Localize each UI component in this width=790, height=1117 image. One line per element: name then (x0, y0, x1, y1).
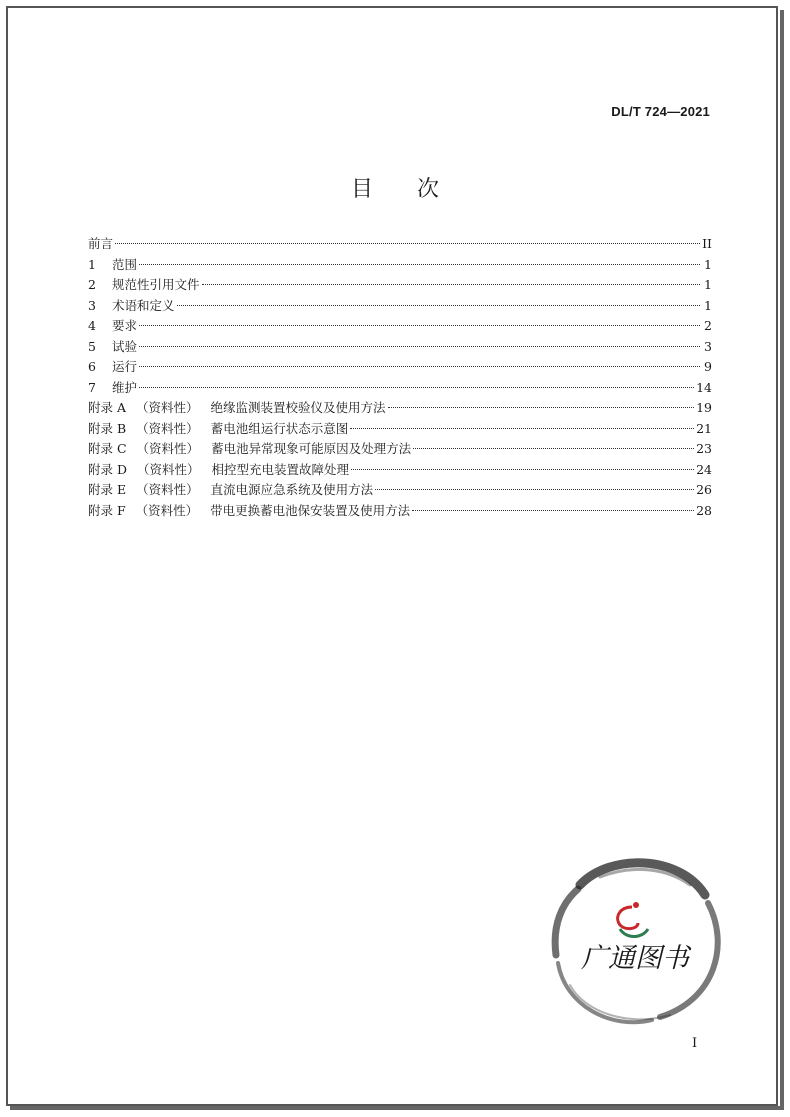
toc-entry-text: 试验 (112, 338, 138, 354)
toc-entry-number: 6 (88, 359, 96, 374)
toc-appendix-entry[interactable] (88, 419, 712, 440)
toc-leader (412, 510, 694, 511)
appendix-type: （资料性） (136, 400, 199, 415)
toc-entry[interactable] (88, 357, 712, 378)
toc-entry-text: 运行 (112, 359, 138, 374)
toc-entry-text: 前言 (88, 236, 114, 251)
table-of-contents (88, 234, 712, 521)
stamp-logo-icon (618, 902, 648, 937)
toc-entry-page: 24 (696, 461, 712, 477)
appendix-text: 蓄电池组运行状态示意图 (210, 420, 349, 436)
toc-entry-page: 2 (704, 318, 712, 333)
toc-entry-page: 1 (704, 297, 712, 313)
toc-entry-page: 23 (696, 441, 712, 456)
toc-leader (388, 407, 695, 408)
toc-leader (115, 243, 700, 244)
toc-entry[interactable] (88, 275, 712, 296)
toc-entry[interactable] (88, 337, 712, 358)
toc-entry-page: 3 (704, 338, 712, 354)
toc-leader (350, 428, 694, 429)
appendix-type: （资料性） (136, 420, 199, 436)
toc-entry[interactable] (88, 378, 712, 399)
toc-leader (139, 325, 700, 326)
appendix-text: 带电更换蓄电池保安装置及使用方法 (210, 502, 411, 518)
toc-entry-number: 1 (88, 256, 96, 272)
toc-entry[interactable] (88, 316, 712, 337)
toc-entry-number: 2 (88, 277, 96, 292)
toc-leader (139, 366, 700, 367)
appendix-label: 附录 F (88, 502, 126, 518)
toc-entry-text: 要求 (112, 318, 138, 333)
toc-appendix-entry[interactable] (88, 398, 712, 419)
toc-entry[interactable] (88, 255, 712, 276)
toc-leader (139, 387, 694, 388)
toc-entry-text: 范围 (112, 256, 138, 272)
toc-entry-text: 术语和定义 (112, 297, 175, 313)
toc-leader (351, 469, 694, 470)
toc-leader (202, 284, 700, 285)
title-char-1: 目 (350, 177, 373, 202)
toc-appendix-entry[interactable] (88, 460, 712, 481)
appendix-type: （资料性） (136, 482, 199, 497)
document-number: DL/T 724—2021 (611, 104, 710, 119)
toc-entry-page: 28 (696, 502, 712, 518)
toc-entry-page: 21 (696, 420, 712, 436)
toc-entry[interactable] (88, 296, 712, 317)
toc-leader (139, 264, 700, 265)
toc-entry-page: II (702, 236, 712, 251)
appendix-label: 附录 D (88, 461, 127, 477)
toc-entry-text: 规范性引用文件 (112, 277, 200, 292)
publisher-stamp (540, 845, 730, 1035)
toc-leader (177, 305, 700, 306)
appendix-text: 相控型充电装置故障处理 (211, 461, 350, 477)
toc-entry-preface[interactable] (88, 234, 712, 255)
appendix-label: 附录 A (88, 400, 127, 415)
appendix-label: 附录 C (88, 441, 127, 456)
appendix-type: （资料性） (135, 502, 199, 518)
toc-leader (139, 346, 700, 347)
toc-entry-number: 3 (88, 297, 96, 313)
title-char-2: 次 (417, 177, 440, 202)
appendix-text: 直流电源应急系统及使用方法 (210, 482, 374, 497)
frame-shadow-bottom (10, 1106, 784, 1110)
appendix-label: 附录 B (88, 420, 127, 436)
toc-entry-page: 14 (696, 379, 712, 395)
appendix-type: （资料性） (136, 441, 200, 456)
toc-entry-text: 维护 (112, 379, 138, 395)
toc-entry-page: 26 (696, 482, 712, 497)
toc-entry-number: 5 (88, 338, 96, 354)
page-number: I (692, 1036, 698, 1051)
appendix-label: 附录 E (88, 482, 127, 497)
toc-entry-number: 7 (88, 379, 96, 395)
toc-entry-number: 4 (88, 318, 96, 333)
toc-entry-page: 1 (704, 256, 712, 272)
toc-entry-page: 9 (704, 359, 712, 374)
toc-appendix-entry[interactable] (88, 439, 712, 460)
appendix-type: （资料性） (137, 461, 200, 477)
appendix-text: 蓄电池异常现象可能原因及处理方法 (211, 441, 412, 456)
toc-appendix-entry[interactable] (88, 480, 712, 501)
toc-leader (413, 448, 694, 449)
toc-entry-page: 1 (704, 277, 712, 292)
page-title (0, 172, 790, 203)
toc-appendix-entry[interactable] (88, 501, 712, 522)
appendix-text: 绝缘监测装置校验仪及使用方法 (210, 400, 386, 415)
toc-entry-page: 19 (696, 400, 712, 415)
toc-leader (375, 489, 694, 490)
stamp-text: 广通图书 (581, 943, 689, 974)
